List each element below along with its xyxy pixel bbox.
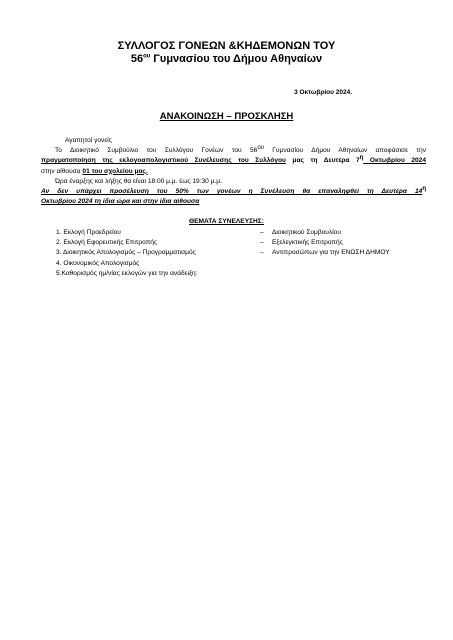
topic-item: 1. Εκλογή Προεδρείου <box>56 229 121 236</box>
para1-text-a: Το Διοικητικό Συμβούλιο του Συλλόγου Γονέων του 56 <box>55 147 258 155</box>
topic-item: 5.Καθορισμός ημ/νίας εκλογών για την ανάδειξη: <box>56 269 198 277</box>
para1-meeting-type: πραγματοποίηση της εκλογοαπολογιστικού Συνέλευσης του Συλλόγου <box>41 157 286 165</box>
dash-bullet: – <box>260 229 264 236</box>
paragraph-line-3 <box>41 167 426 177</box>
paragraph-line-1 <box>41 146 426 156</box>
topics-heading: ΘΕΜΑΤΑ ΣΥΝΕΛΕΥΣΗΣ: <box>189 218 264 225</box>
school-title <box>0 53 453 66</box>
election-body-item <box>260 248 390 258</box>
para1-meeting-date: Οκτωβρίου 2024 <box>363 157 426 165</box>
para1-text-b: Γυμνασίου Δήμου Αθηναίων αποφάσισε την <box>263 147 426 155</box>
paragraph-line-2 <box>41 156 426 166</box>
election-bodies-list <box>260 228 390 259</box>
announcement-heading: ΑΝΑΚΟΙΝΩΣΗ – ΠΡΟΣΚΛΗΣΗ <box>159 111 294 122</box>
school-number: 56 <box>130 53 144 65</box>
meeting-time: Ώρα έναρξης και λήξης θα είναι 18:00 μ.μ. έως 19:30 μ.μ. <box>55 177 222 185</box>
election-body-label: Εξελεγκτικής Επιτροπής <box>272 239 343 247</box>
election-body-label: Αντιπροσώπων για την ΕΝΩΣΗ ΔΗΜΟΥ <box>272 249 390 257</box>
dash-bullet: – <box>260 239 264 247</box>
greeting: Αγαπητοί γονείς <box>65 137 112 144</box>
quorum-line-1 <box>41 187 426 197</box>
school-name: Γυμνασίου του Δήμου Αθηναίων <box>150 53 323 65</box>
announcement-body <box>41 136 426 207</box>
quorum-line-2 <box>41 197 426 207</box>
topics-list <box>56 228 198 279</box>
election-body-label: Διοικητικού Συμβουλίου <box>272 229 341 236</box>
association-title: ΣΥΛΛΟΓΟΣ ΓΟΝΕΩΝ &ΚΗΔΕΜΟΝΩΝ ΤΟΥ <box>117 40 336 52</box>
election-body-item <box>260 228 390 238</box>
para1-room-prefix: στην αίθουσα <box>41 167 83 175</box>
para1-meeting-day: μας τη Δευτέρα 7 <box>285 157 360 165</box>
topic-item: 3. Διοικητικός Απολογισμός – Προγραμματισμός <box>56 249 196 257</box>
quorum-sup: η <box>422 185 426 192</box>
para1-sup-d: η <box>359 155 364 162</box>
topic-item: 4. Οικονομικός Απολογισμός <box>56 259 140 267</box>
quorum-text-b: Οκτωβρίου 2024 τη ίδια ώρα και στην ίδια αίθουσα <box>41 198 200 206</box>
para1-sup-a: ου <box>257 145 264 152</box>
topic-item: 2. Εκλογή Εφορευτικής Επιτροπής <box>56 239 158 247</box>
election-body-item <box>260 238 390 248</box>
dash-bullet: – <box>260 249 264 257</box>
document-date: 3 Οκτωβρίου 2024. <box>294 89 352 96</box>
quorum-text-a: Αν δεν υπάρχει προσέλευση του 50% των γονέων η Συνέλευση θα επαναληφθεί τη Δευτέρα 14 <box>41 188 423 196</box>
school-number-suffix: ου <box>143 53 151 60</box>
para1-room: 01 του σχολείου μας. <box>82 167 148 175</box>
